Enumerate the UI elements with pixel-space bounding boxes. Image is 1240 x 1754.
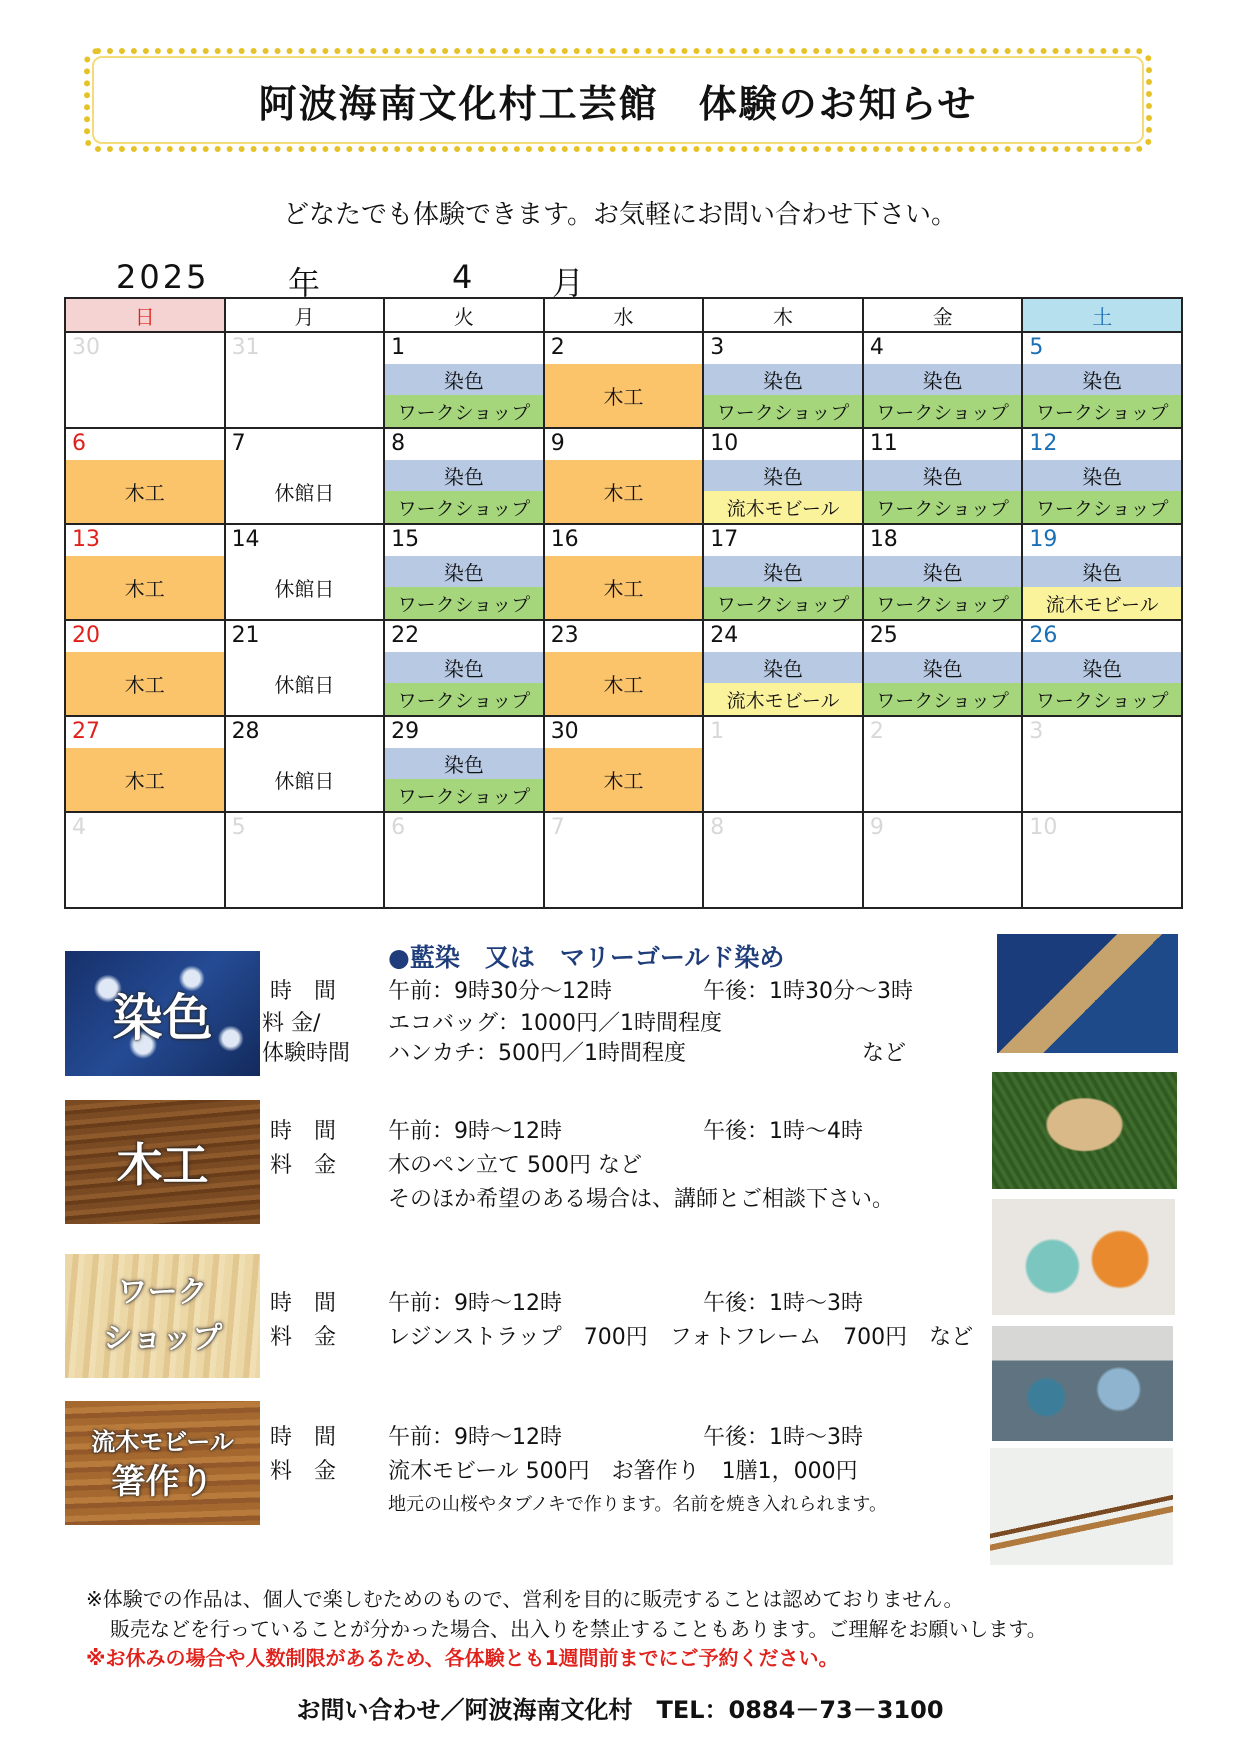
day-number: 2 — [869, 719, 884, 744]
day-activities — [704, 364, 862, 427]
day-number: 25 — [869, 623, 898, 648]
calendar-day-cell — [544, 524, 704, 620]
note-reservation: ※お休みの場合や人数制限があるため、各体験とも1週間前までにご予約ください。 — [86, 1646, 839, 1670]
dye-activity: 染色 — [385, 556, 543, 587]
calendar-day-cell — [65, 524, 225, 620]
driftwood-fee-label: 料 金 — [270, 1459, 337, 1484]
calendar-year: 2025 — [116, 258, 210, 296]
day-activities — [704, 460, 862, 523]
driftwood-banner-line2: 箸作り — [111, 1461, 214, 1502]
title-box — [84, 48, 1152, 152]
calendar-month-unit: 月 — [552, 264, 585, 302]
day-activities — [226, 556, 384, 619]
workshop-time-am: 午前：9時～12時 — [388, 1291, 562, 1316]
day-number: 24 — [710, 623, 739, 648]
calendar-day-cell — [225, 812, 385, 908]
day-number: 29 — [391, 719, 420, 744]
woodwork-activity: 木工 — [545, 652, 703, 715]
workshop-photo — [992, 1199, 1175, 1315]
day-number: 12 — [1029, 431, 1058, 456]
workshop-time-pm: 午後：1時～3時 — [703, 1291, 863, 1316]
wood-time-am: 午前：9時～12時 — [388, 1119, 562, 1144]
day-number: 30 — [72, 335, 100, 360]
day-number: 4 — [869, 335, 884, 360]
dye-activity: 染色 — [1023, 556, 1181, 587]
workshop-activity: ワークショップ — [864, 491, 1022, 523]
dye-activity: 染色 — [864, 556, 1022, 587]
dye-activity: 染色 — [704, 364, 862, 395]
day-number: 5 — [1029, 335, 1044, 360]
dye-fee-handkerchief: ハンカチ：500円／1時間程度 — [388, 1041, 686, 1066]
day-activities — [704, 556, 862, 619]
calendar-week-row — [65, 428, 1182, 524]
calendar-day-cell — [1022, 716, 1182, 812]
closed-day-label: 休館日 — [274, 577, 335, 601]
weekday-header: 木 — [703, 298, 863, 332]
calendar-day-cell — [703, 812, 863, 908]
workshop-activity: ワークショップ — [385, 491, 543, 523]
day-number: 20 — [72, 623, 100, 648]
dye-activity: 染色 — [385, 652, 543, 683]
day-number: 21 — [231, 623, 260, 648]
workshop-fee: レジンストラップ 700円 フォトフレーム 700円 など — [388, 1325, 974, 1350]
calendar-day-cell — [863, 524, 1023, 620]
dye-activity: 染色 — [385, 364, 543, 395]
day-number: 17 — [710, 527, 739, 552]
day-activities — [545, 652, 703, 715]
woodwork-activity: 木工 — [545, 748, 703, 811]
day-number: 31 — [231, 335, 260, 360]
wood-time-label: 時 間 — [270, 1119, 337, 1144]
calendar-day-cell — [703, 524, 863, 620]
workshop-activity: ワークショップ — [385, 779, 543, 811]
calendar-month: 4 — [452, 258, 473, 296]
calendar-week-row — [65, 812, 1182, 908]
calendar-day-cell — [225, 620, 385, 716]
woodwork-photo — [992, 1072, 1177, 1189]
dye-heading: ●藍染 又は マリーゴールド染め — [388, 943, 785, 972]
day-number: 15 — [391, 527, 420, 552]
day-activities — [66, 556, 224, 619]
page-title: 阿波海南文化村工芸館 体験のお知らせ — [258, 81, 978, 126]
workshop-activity: ワークショップ — [1023, 395, 1181, 427]
calendar-week-row — [65, 716, 1182, 812]
closed-day-label: 休館日 — [274, 481, 335, 505]
day-activities — [385, 556, 543, 619]
dye-time-am: 午前：9時30分～12時 — [388, 979, 612, 1004]
day-activities — [226, 652, 384, 715]
day-number: 23 — [550, 623, 579, 648]
chopsticks-photo — [990, 1448, 1173, 1565]
workshop-activity: ワークショップ — [704, 587, 862, 619]
calendar-day-cell — [384, 332, 544, 428]
dye-activity: 染色 — [1023, 652, 1181, 683]
workshop-activity: ワークショップ — [704, 395, 862, 427]
dye-activity: 染色 — [1023, 460, 1181, 491]
woodwork-banner: 木工 — [65, 1100, 260, 1224]
day-activities — [66, 460, 224, 523]
calendar-day-cell — [544, 428, 704, 524]
day-activities — [864, 460, 1022, 523]
day-activities — [545, 748, 703, 811]
calendar-day-cell — [65, 812, 225, 908]
weekday-header: 水 — [544, 298, 704, 332]
calendar-day-cell — [863, 716, 1023, 812]
day-number: 26 — [1029, 623, 1058, 648]
workshop-activity: ワークショップ — [1023, 683, 1181, 715]
calendar-day-cell — [384, 524, 544, 620]
weekday-header: 日 — [65, 298, 225, 332]
day-number: 10 — [710, 431, 739, 456]
day-number: 9 — [869, 815, 884, 840]
calendar-day-cell — [544, 812, 704, 908]
day-number: 30 — [550, 719, 579, 744]
day-activities — [1023, 460, 1181, 523]
calendar-day-cell — [1022, 332, 1182, 428]
note-line-2: 販売などを行っていることが分かった場合、出入りを禁止することもあります。ご理解をお願いします。 — [110, 1617, 1047, 1641]
day-number: 28 — [231, 719, 260, 744]
calendar-day-cell — [863, 332, 1023, 428]
dye-activity: 染色 — [864, 364, 1022, 395]
day-number: 7 — [231, 431, 246, 456]
woodwork-activity: 木工 — [66, 460, 224, 523]
day-activities — [66, 652, 224, 715]
calendar-day-cell — [225, 716, 385, 812]
calendar — [64, 297, 1183, 909]
dye-activity: 染色 — [385, 460, 543, 491]
day-activities — [226, 748, 384, 811]
dye-activity: 染色 — [385, 748, 543, 779]
driftwood-mobile-photo — [992, 1326, 1173, 1441]
dye-activity: 染色 — [704, 556, 862, 587]
calendar-day-cell — [703, 620, 863, 716]
driftwood-activity: 流木モビール — [704, 491, 862, 523]
day-number: 6 — [72, 431, 86, 456]
day-number: 9 — [550, 431, 565, 456]
dye-time-label: 時 間 — [270, 979, 337, 1004]
day-number: 10 — [1029, 815, 1058, 840]
calendar-day-cell — [1022, 524, 1182, 620]
driftwood-banner — [65, 1401, 260, 1525]
workshop-banner-line2: ショップ — [102, 1321, 223, 1356]
dye-activity: 染色 — [864, 460, 1022, 491]
calendar-day-cell — [384, 428, 544, 524]
calendar-day-cell — [703, 332, 863, 428]
calendar-day-cell — [1022, 428, 1182, 524]
calendar-day-cell — [863, 428, 1023, 524]
driftwood-activity: 流木モビール — [1023, 587, 1181, 619]
day-activities — [545, 556, 703, 619]
weekday-header: 金 — [863, 298, 1023, 332]
day-number: 1 — [710, 719, 725, 744]
day-number: 14 — [231, 527, 260, 552]
day-activities — [545, 460, 703, 523]
day-activities — [864, 364, 1022, 427]
wood-fee-pen-stand: 木のペン立て 500円 など — [388, 1153, 642, 1178]
day-number: 2 — [550, 335, 565, 360]
day-number: 4 — [72, 815, 86, 840]
calendar-day-cell — [1022, 812, 1182, 908]
calendar-day-cell — [65, 428, 225, 524]
calendar-year-unit: 年 — [288, 264, 321, 302]
calendar-day-cell — [544, 332, 704, 428]
day-activities — [385, 652, 543, 715]
day-activities — [385, 460, 543, 523]
dye-activity: 染色 — [864, 652, 1022, 683]
calendar-header-row — [65, 298, 1182, 332]
wood-fee-consult: そのほか希望のある場合は、講師とご相談下さい。 — [388, 1187, 895, 1212]
driftwood-activity: 流木モビール — [704, 683, 862, 715]
closed-day-label: 休館日 — [274, 673, 335, 697]
day-activities — [545, 364, 703, 427]
wood-time-pm: 午後：1時～4時 — [703, 1119, 863, 1144]
workshop-activity: ワークショップ — [385, 683, 543, 715]
day-number: 8 — [391, 431, 406, 456]
day-activities — [66, 748, 224, 811]
dye-fee-ecobag: エコバッグ：1000円／1時間程度 — [388, 1011, 722, 1036]
woodwork-activity: 木工 — [545, 556, 703, 619]
weekday-header: 火 — [384, 298, 544, 332]
day-number: 1 — [391, 335, 406, 360]
calendar-day-cell — [65, 332, 225, 428]
calendar-week-row — [65, 524, 1182, 620]
day-number: 7 — [550, 815, 565, 840]
calendar-day-cell — [65, 620, 225, 716]
day-number: 19 — [1029, 527, 1058, 552]
dye-duration-label: 体験時間 — [262, 1041, 351, 1066]
day-number: 22 — [391, 623, 420, 648]
day-number: 8 — [710, 815, 725, 840]
calendar-day-cell — [544, 716, 704, 812]
woodwork-activity: 木工 — [545, 364, 703, 427]
driftwood-time-label: 時 間 — [270, 1425, 337, 1450]
day-activities — [385, 364, 543, 427]
day-number: 3 — [710, 335, 725, 360]
calendar-week-row — [65, 620, 1182, 716]
woodwork-activity: 木工 — [545, 460, 703, 523]
day-activities — [1023, 652, 1181, 715]
weekday-header: 月 — [225, 298, 385, 332]
calendar-day-cell — [384, 620, 544, 716]
day-activities — [385, 748, 543, 811]
day-activities — [704, 652, 862, 715]
dye-fee-label: 料 金/ — [262, 1011, 321, 1036]
day-number: 13 — [72, 527, 100, 552]
workshop-fee-label: 料 金 — [270, 1325, 337, 1350]
dye-banner: 染色 — [65, 951, 260, 1076]
day-number: 27 — [72, 719, 100, 744]
workshop-activity: ワークショップ — [864, 587, 1022, 619]
day-number: 6 — [391, 815, 406, 840]
dye-activity: 染色 — [704, 652, 862, 683]
calendar-day-cell — [225, 428, 385, 524]
calendar-day-cell — [703, 716, 863, 812]
day-activities — [864, 652, 1022, 715]
day-number: 16 — [550, 527, 579, 552]
driftwood-time-pm: 午後：1時～3時 — [703, 1425, 863, 1450]
calendar-day-cell — [65, 716, 225, 812]
note-line-1: ※体験での作品は、個人で楽しむためのもので、営利を目的に販売することは認めておりません。 — [86, 1587, 964, 1611]
calendar-body — [65, 332, 1182, 908]
dye-photo — [997, 934, 1178, 1053]
woodwork-activity: 木工 — [66, 556, 224, 619]
workshop-activity: ワークショップ — [385, 587, 543, 619]
driftwood-note: 地元の山桜やタブノキで作ります。名前を焼き入れられます。 — [388, 1494, 887, 1515]
wood-fee-label: 料 金 — [270, 1153, 337, 1178]
dye-fee-etc: など — [862, 1041, 907, 1066]
workshop-banner — [65, 1254, 260, 1378]
day-number: 5 — [231, 815, 246, 840]
dye-time-pm: 午後：1時30分～3時 — [703, 979, 913, 1004]
weekday-header: 土 — [1022, 298, 1182, 332]
day-number: 3 — [1029, 719, 1044, 744]
workshop-banner-line1: ワーク — [117, 1275, 208, 1310]
woodwork-activity: 木工 — [66, 748, 224, 811]
dye-activity: 染色 — [704, 460, 862, 491]
day-activities — [864, 556, 1022, 619]
subtitle: どなたでも体験できます。お気軽にお問い合わせ下さい。 — [283, 200, 957, 230]
calendar-day-cell — [544, 620, 704, 716]
closed-day-label: 休館日 — [274, 769, 335, 793]
calendar-day-cell — [225, 332, 385, 428]
calendar-table — [64, 297, 1183, 909]
calendar-day-cell — [384, 812, 544, 908]
driftwood-banner-line1: 流木モビール — [91, 1426, 234, 1456]
workshop-activity: ワークショップ — [864, 683, 1022, 715]
workshop-time-label: 時 間 — [270, 1291, 337, 1316]
day-activities — [1023, 364, 1181, 427]
calendar-day-cell — [703, 428, 863, 524]
day-number: 11 — [869, 431, 898, 456]
calendar-day-cell — [863, 812, 1023, 908]
workshop-activity: ワークショップ — [385, 395, 543, 427]
workshop-activity: ワークショップ — [1023, 491, 1181, 523]
calendar-day-cell — [225, 524, 385, 620]
contact-info: お問い合わせ／阿波海南文化村 TEL：0884－73－3100 — [296, 1696, 944, 1724]
workshop-activity: ワークショップ — [864, 395, 1022, 427]
calendar-day-cell — [863, 620, 1023, 716]
driftwood-fee: 流木モビール 500円 お箸作り 1膳1，000円 — [388, 1459, 858, 1484]
calendar-week-row — [65, 332, 1182, 428]
day-activities — [226, 460, 384, 523]
calendar-day-cell — [1022, 620, 1182, 716]
driftwood-time-am: 午前：9時～12時 — [388, 1425, 562, 1450]
dye-activity: 染色 — [1023, 364, 1181, 395]
woodwork-activity: 木工 — [66, 652, 224, 715]
calendar-day-cell — [384, 716, 544, 812]
day-number: 18 — [869, 527, 898, 552]
day-activities — [1023, 556, 1181, 619]
